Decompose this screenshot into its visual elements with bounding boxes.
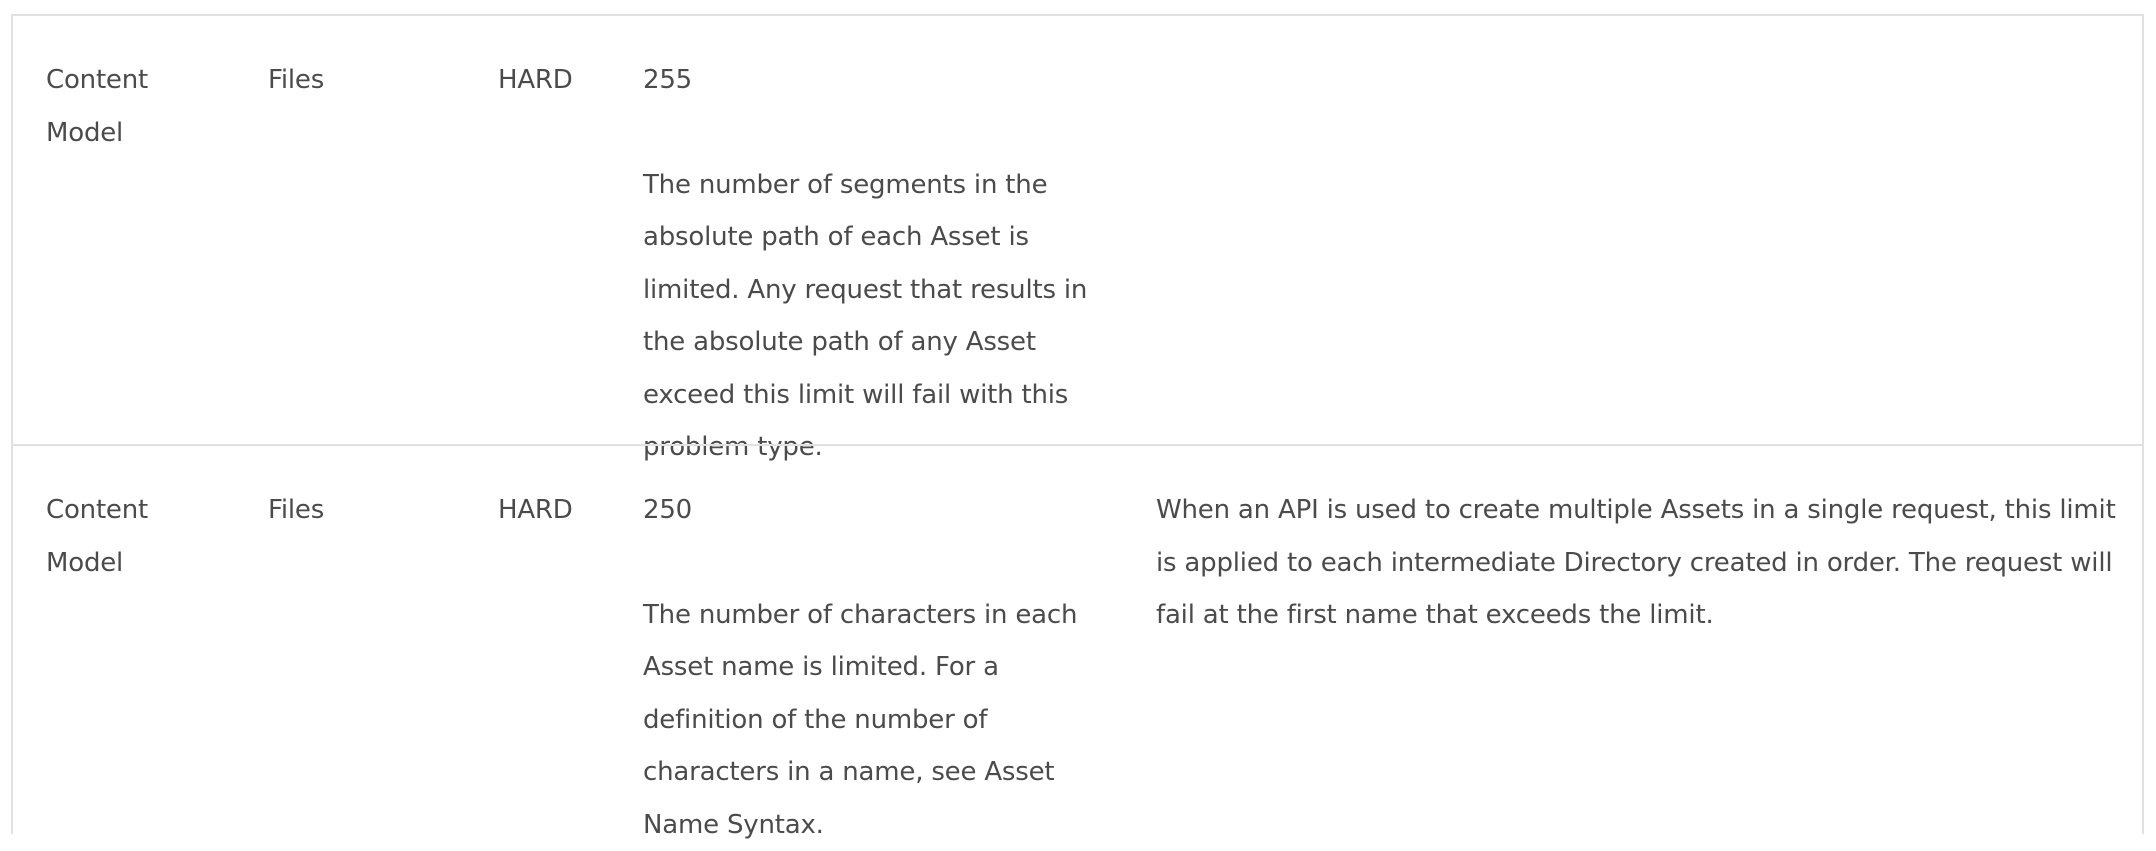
limits-table (11, 14, 2144, 834)
limit-value: 255 (643, 54, 1113, 107)
limit-value: 250 (643, 484, 1113, 537)
type-cell: HARD (498, 484, 608, 537)
category-cell: Content Model (46, 54, 196, 159)
limit-description: The number of segments in the absolute path of each Asset is limited. Any request that results in the absolute path of any Asset exceed this limit will fail with this problem type. (643, 159, 1113, 474)
area-cell: Files (268, 54, 448, 107)
limit-cell (643, 54, 1113, 474)
limit-cell (643, 484, 1113, 851)
type-cell: HARD (498, 54, 608, 107)
category-cell: Content Model (46, 484, 196, 589)
table-row (13, 444, 2142, 844)
notes-cell: When an API is used to create multiple Assets in a single request, this limit is applied to each intermediate Directory created in order. The request will fail at the first name that exceeds the limit. (1156, 484, 2116, 642)
limit-description: The number of characters in each Asset name is limited. For a definition of the number of characters in a name, see Asset Name Syntax. (643, 589, 1113, 851)
area-cell: Files (268, 484, 448, 537)
table-row (13, 16, 2142, 444)
